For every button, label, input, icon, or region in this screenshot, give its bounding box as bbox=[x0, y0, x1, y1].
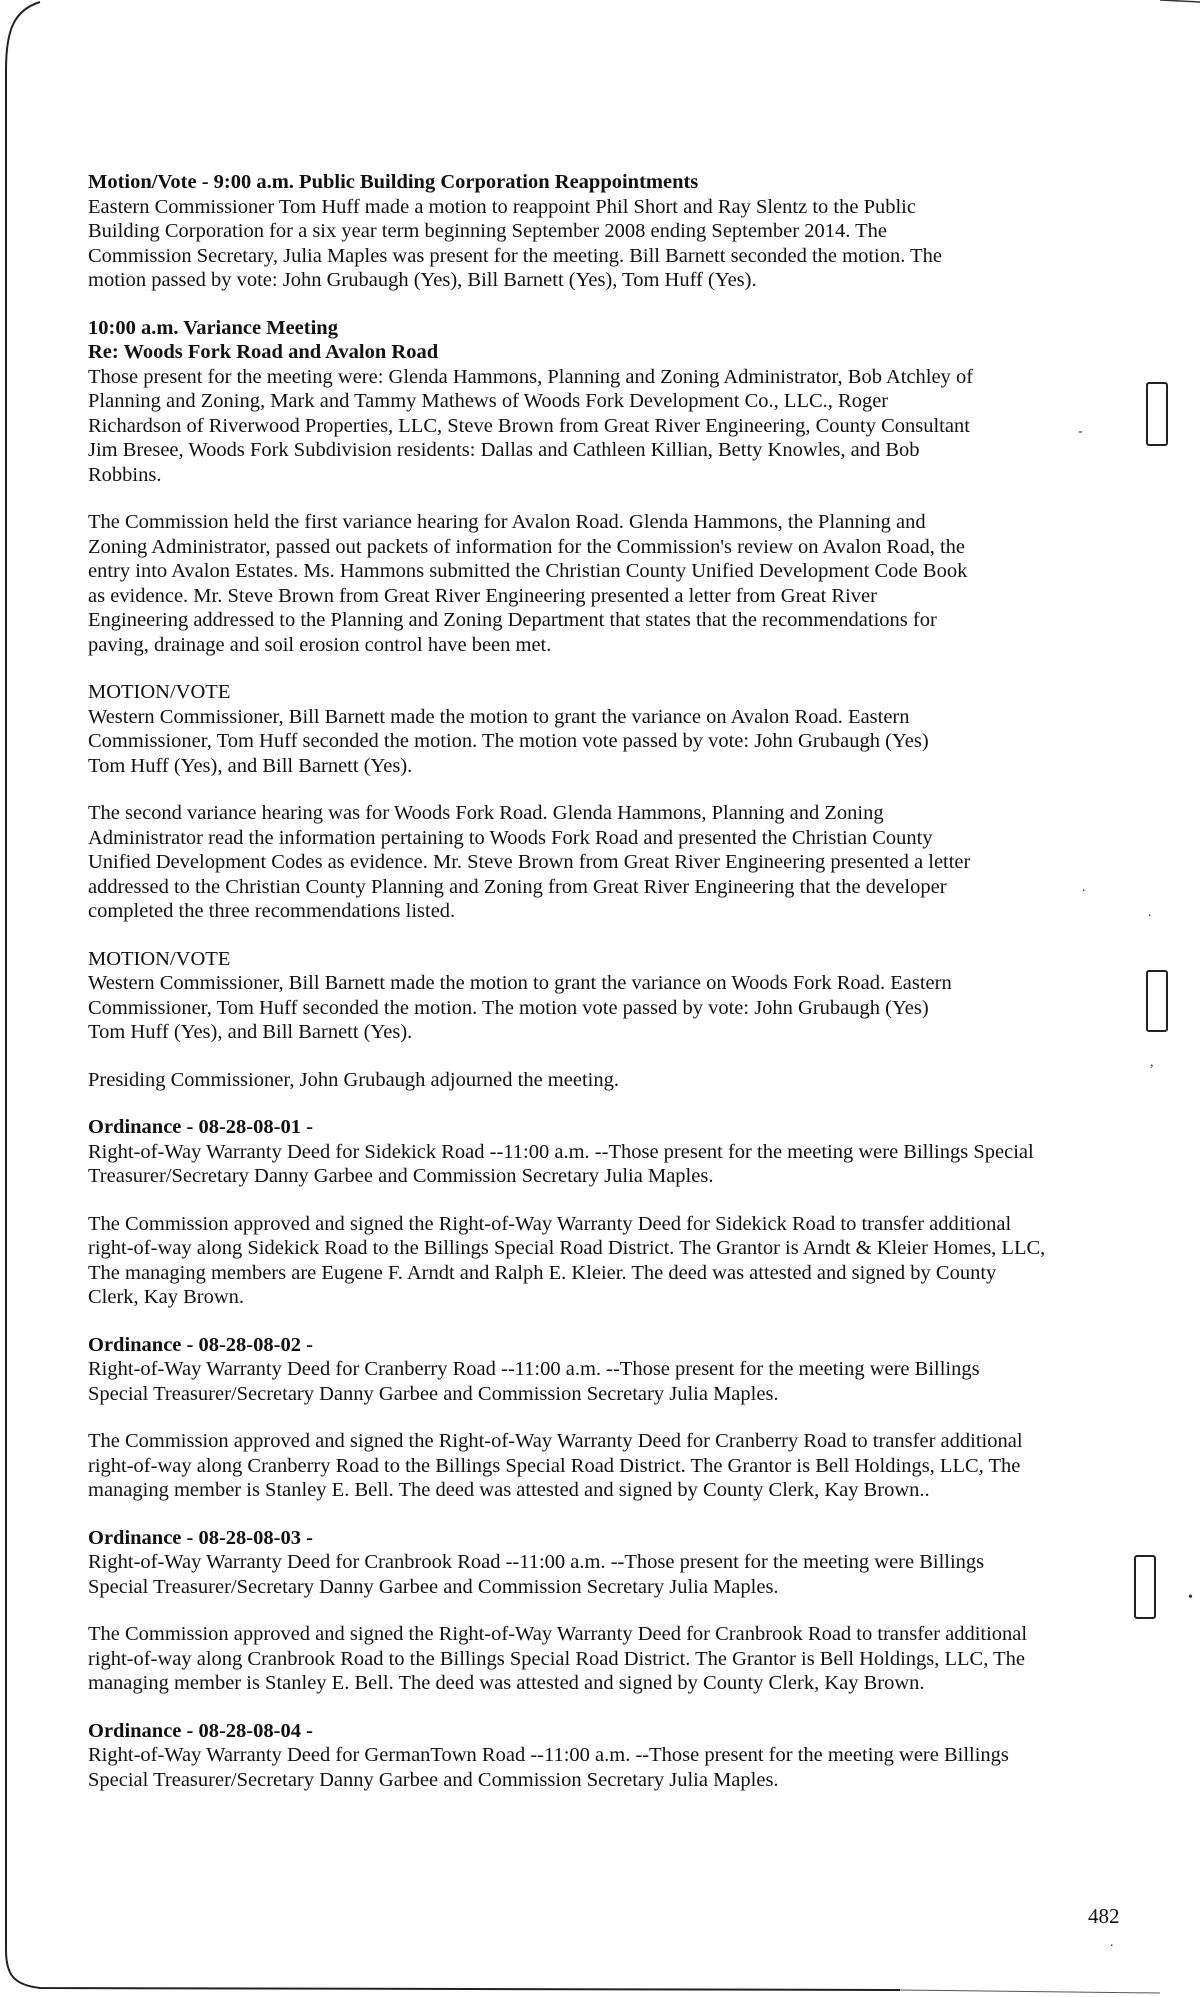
section-heading: Motion/Vote - 9:00 a.m. Public Building Corporation Reappointments bbox=[88, 171, 699, 193]
text-line: Jim Bresee, Woods Fork Subdivision residents: Dallas and Cathleen Killian, Betty Knowles, and Bob bbox=[88, 439, 920, 461]
text-line: right-of-way along Cranbrook Road to the Billings Special Road District. The Grantor is Bell Holdings, LLC, The bbox=[88, 1647, 1025, 1670]
text-line: Engineering addressed to the Planning and Zoning Department that states that the recommendations for bbox=[88, 609, 937, 631]
document-section bbox=[88, 170, 1108, 293]
text-line: Clerk, Kay Brown. bbox=[88, 1286, 245, 1308]
document-section bbox=[88, 801, 1108, 924]
text-line: paving, drainage and soil erosion control have been met. bbox=[88, 633, 552, 656]
text-line: motion passed by vote: John Grubaugh (Yes), Bill Barnett (Yes), Tom Huff (Yes). bbox=[88, 269, 757, 291]
text-line: managing member is Stanley E. Bell. The deed was attested and signed by County Clerk, Kay Brown. bbox=[88, 1672, 925, 1694]
document-section bbox=[88, 1333, 1108, 1407]
text-line: The Commission held the first variance hearing for Avalon Road. Glenda Hammons, the Planning and bbox=[88, 511, 926, 533]
text-line: MOTION/VOTE bbox=[88, 947, 231, 970]
text-line: Administrator read the information pertaining to Woods Fork Road and presented the Christian County bbox=[88, 826, 933, 849]
scan-speck: . bbox=[1110, 1935, 1114, 1950]
text-line: MOTION/VOTE bbox=[88, 681, 231, 703]
text-line: Right-of-Way Warranty Deed for Sidekick Road --11:00 a.m. --Those present for the meeting were Billings Special bbox=[88, 1140, 1034, 1163]
text-line: Tom Huff (Yes), and Bill Barnett (Yes). bbox=[88, 1021, 413, 1043]
text-line: managing member is Stanley E. Bell. The deed was attested and signed by County Clerk, Kay Brown.. bbox=[88, 1479, 930, 1501]
text-line: Special Treasurer/Secretary Danny Garbee and Commission Secretary Julia Maples. bbox=[88, 1575, 779, 1598]
text-line: Unified Development Codes as evidence. Mr. Steve Brown from Great River Engineering presented a letter bbox=[88, 851, 971, 873]
document-section bbox=[88, 1719, 1108, 1793]
text-line: The managing members are Eugene F. Arndt and Ralph E. Kleier. The deed was attested and signed by County bbox=[88, 1261, 997, 1284]
document-section bbox=[88, 1068, 1108, 1093]
text-line: Those present for the meeting were: Glenda Hammons, Planning and Zoning Administrator, Bob Atchley of bbox=[88, 365, 974, 388]
margin-bracket-mark bbox=[1134, 1555, 1156, 1619]
text-line: Special Treasurer/Secretary Danny Garbee and Commission Secretary Julia Maples. bbox=[88, 1768, 779, 1791]
text-line: Zoning Administrator, passed out packets of information for the Commission's review on Avalon Road, the bbox=[88, 535, 966, 558]
text-line: Western Commissioner, Bill Barnett made the motion to grant the variance on Woods Fork Road. Eastern bbox=[88, 972, 952, 994]
text-line: Right-of-Way Warranty Deed for Cranbrook Road --11:00 a.m. --Those present for the meeting were Billings bbox=[88, 1551, 985, 1573]
text-line: right-of-way along Cranberry Road to the Billings Special Road District. The Grantor is Bell Holdings, LLC, The bbox=[88, 1454, 1021, 1477]
document-section bbox=[88, 1115, 1108, 1189]
document-section bbox=[88, 1622, 1108, 1696]
text-line: Western Commissioner, Bill Barnett made the motion to grant the variance on Avalon Road. Eastern bbox=[88, 705, 910, 728]
text-line: Planning and Zoning, Mark and Tammy Mathews of Woods Fork Development Co., LLC., Roger bbox=[88, 390, 889, 412]
text-line: Tom Huff (Yes), and Bill Barnett (Yes). bbox=[88, 754, 413, 777]
text-line: The second variance hearing was for Woods Fork Road. Glenda Hammons, Planning and Zoning bbox=[88, 802, 884, 824]
section-heading: Ordinance - 08-28-08-02 - bbox=[88, 1333, 313, 1356]
scan-speck: - bbox=[1078, 424, 1083, 439]
document-section bbox=[88, 510, 1108, 657]
page-number: 482 bbox=[1088, 1904, 1120, 1928]
document-section bbox=[88, 680, 1108, 778]
text-line: Robbins. bbox=[88, 463, 162, 486]
scan-speck: • bbox=[1188, 1590, 1193, 1605]
section-heading: 10:00 a.m. Variance Meeting bbox=[88, 316, 338, 339]
document-section bbox=[88, 316, 1108, 488]
text-line: completed the three recommendations listed. bbox=[88, 900, 456, 922]
text-line: Richardson of Riverwood Properties, LLC, Steve Brown from Great River Engineering, County Consultant bbox=[88, 414, 970, 437]
document-section bbox=[88, 947, 1108, 1045]
margin-bracket-mark bbox=[1146, 970, 1168, 1032]
document-body bbox=[88, 170, 1108, 1815]
document-section bbox=[88, 1212, 1108, 1310]
text-line: Commissioner, Tom Huff seconded the motion. The motion vote passed by vote: John Grubaugh (Yes) bbox=[88, 730, 929, 752]
text-line: Commissioner, Tom Huff seconded the motion. The motion vote passed by vote: John Grubaugh (Yes) bbox=[88, 996, 929, 1019]
text-line: The Commission approved and signed the Right-of-Way Warranty Deed for Cranbrook Road to transfer additional bbox=[88, 1623, 1028, 1645]
text-line: addressed to the Christian County Planning and Zoning from Great River Engineering that the developer bbox=[88, 875, 947, 898]
text-line: Treasurer/Secretary Danny Garbee and Commission Secretary Julia Maples. bbox=[88, 1165, 714, 1187]
text-line: Building Corporation for a six year term beginning September 2008 ending September 2014. The bbox=[88, 220, 887, 242]
margin-bracket-mark bbox=[1146, 382, 1168, 446]
text-line: Presiding Commissioner, John Grubaugh adjourned the meeting. bbox=[88, 1068, 619, 1091]
scan-speck: . bbox=[1148, 905, 1152, 920]
text-line: right-of-way along Sidekick Road to the Billings Special Road District. The Grantor is Arndt & Kleier Homes, LLC, bbox=[88, 1237, 1046, 1259]
section-heading: Re: Woods Fork Road and Avalon Road bbox=[88, 341, 439, 363]
document-section bbox=[88, 1526, 1108, 1600]
text-line: as evidence. Mr. Steve Brown from Great River Engineering presented a letter from Great River bbox=[88, 584, 877, 607]
text-line: Right-of-Way Warranty Deed for GermanTown Road --11:00 a.m. --Those present for the meeting were Billings bbox=[88, 1744, 1009, 1766]
scan-speck: . bbox=[1082, 880, 1086, 895]
text-line: The Commission approved and signed the Right-of-Way Warranty Deed for Cranberry Road to transfer additional bbox=[88, 1430, 1023, 1452]
text-line: The Commission approved and signed the Right-of-Way Warranty Deed for Sidekick Road to transfer additional bbox=[88, 1212, 1012, 1235]
scan-speck: , bbox=[1150, 1055, 1154, 1070]
text-line: entry into Avalon Estates. Ms. Hammons submitted the Christian County Unified Development Code Book bbox=[88, 560, 968, 582]
document-section bbox=[88, 1429, 1108, 1503]
section-heading: Ordinance - 08-28-08-04 - bbox=[88, 1719, 313, 1742]
section-heading: Ordinance - 08-28-08-01 - bbox=[88, 1116, 313, 1138]
text-line: Right-of-Way Warranty Deed for Cranberry Road --11:00 a.m. --Those present for the meeting were Billings bbox=[88, 1358, 980, 1380]
text-line: Commission Secretary, Julia Maples was present for the meeting. Bill Barnett seconded the motion. The bbox=[88, 244, 942, 267]
text-line: Special Treasurer/Secretary Danny Garbee and Commission Secretary Julia Maples. bbox=[88, 1382, 779, 1405]
text-line: Eastern Commissioner Tom Huff made a motion to reappoint Phil Short and Ray Slentz to the Public bbox=[88, 195, 916, 218]
section-heading: Ordinance - 08-28-08-03 - bbox=[88, 1526, 313, 1549]
